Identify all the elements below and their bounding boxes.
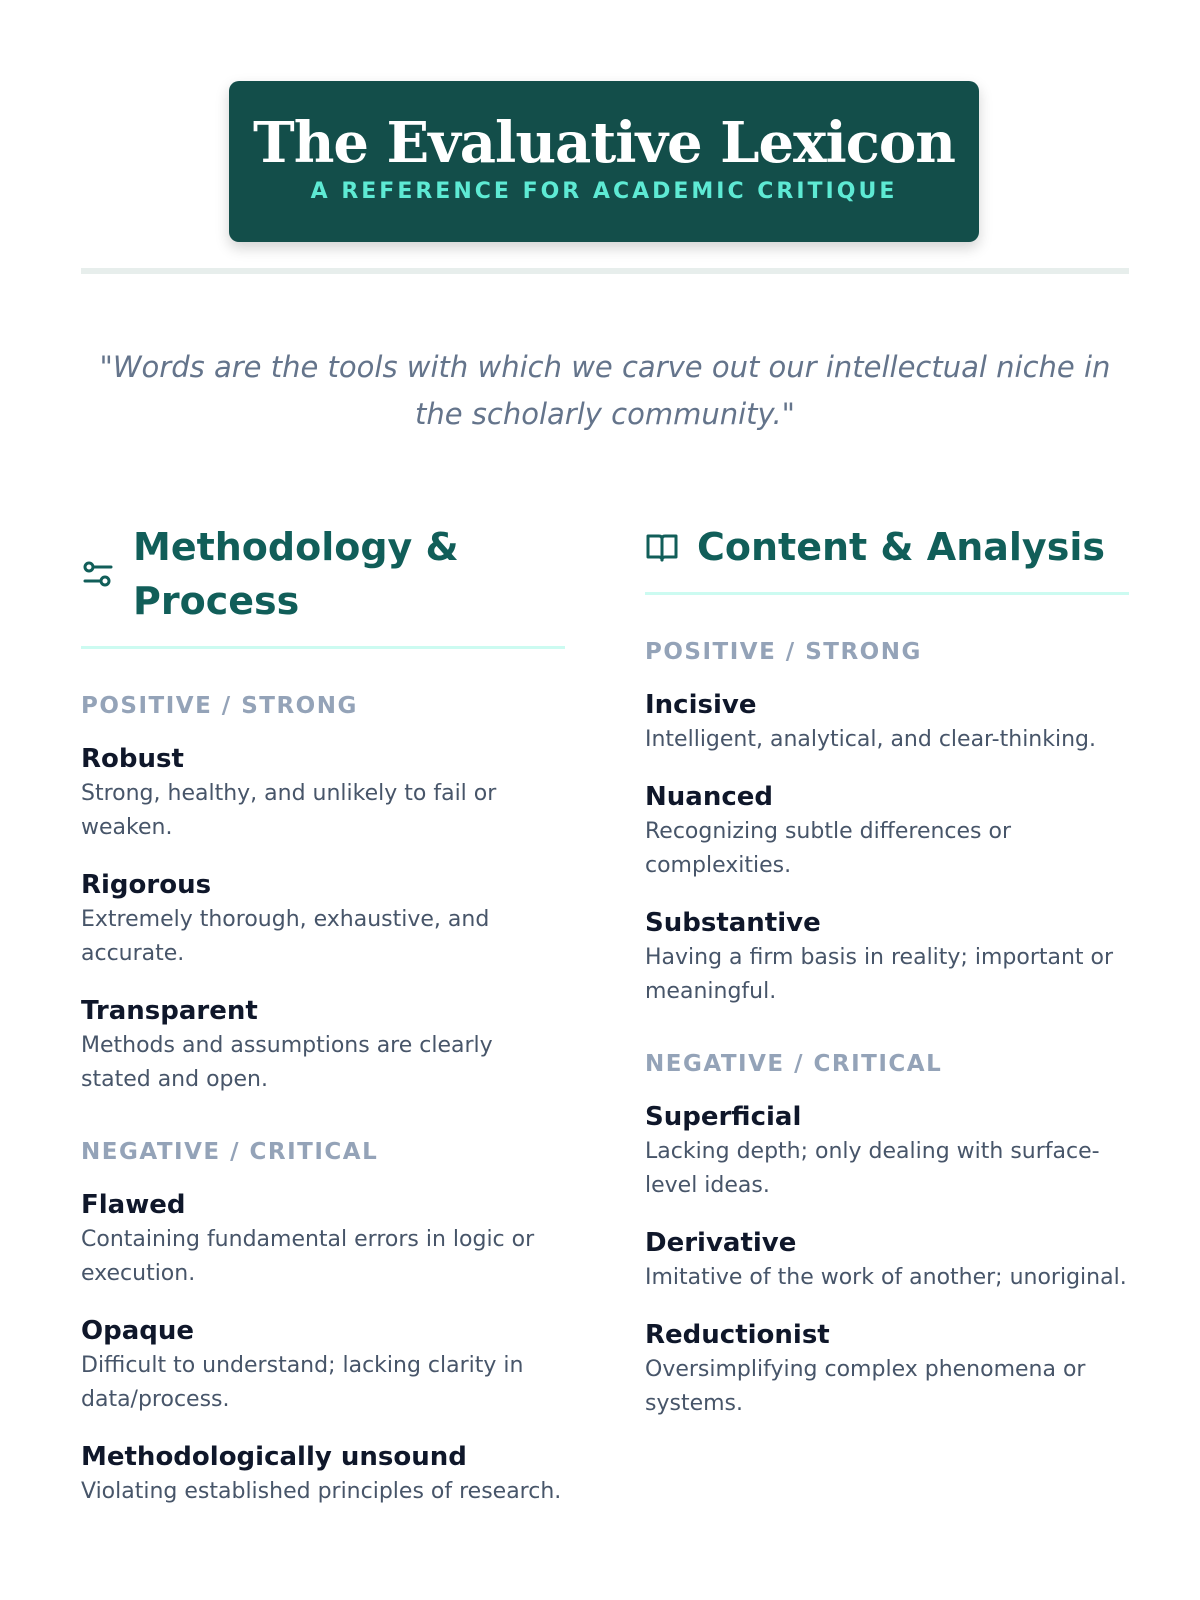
methodology-column: [81, 520, 565, 1509]
header-banner: [229, 81, 979, 242]
column-header: [81, 520, 565, 649]
group-label-negative: NEGATIVE / CRITICAL: [81, 1139, 379, 1165]
group-label-negative: NEGATIVE / CRITICAL: [645, 1051, 943, 1077]
term: Reductionist: [645, 1320, 830, 1350]
group-label-positive: POSITIVE / STRONG: [645, 639, 922, 665]
term-definition: Methods and assumptions are clearly stated and open.: [81, 1033, 493, 1092]
quote: "Words are the tools with which we carve out our intellectual niche in the scholarly community.": [99, 350, 1111, 431]
term-definition: Lacking depth; only dealing with surface-level ideas.: [645, 1139, 1100, 1198]
term: Opaque: [81, 1316, 195, 1346]
term-entry: [81, 1187, 565, 1291]
group-label-positive: POSITIVE / STRONG: [81, 693, 358, 719]
term-entry: [81, 1439, 565, 1509]
term-entry: [645, 779, 1129, 883]
term-entry: [81, 867, 565, 971]
term: Robust: [81, 744, 184, 774]
term-definition: Intelligent, analytical, and clear-thinking.: [645, 727, 1096, 752]
content-column: [645, 520, 1129, 1421]
term-entry: [645, 905, 1129, 1009]
term-definition: Imitative of the work of another; unoriginal.: [645, 1265, 1127, 1290]
term: Rigorous: [81, 870, 212, 900]
term: Substantive: [645, 908, 821, 938]
term-definition: Violating established principles of research.: [81, 1479, 562, 1504]
term-entry: [645, 1225, 1129, 1295]
term: Superficial: [645, 1102, 802, 1132]
term: Incisive: [645, 690, 757, 720]
term: Transparent: [81, 996, 258, 1026]
column-header: [645, 520, 1129, 595]
term-entry: [645, 1317, 1129, 1421]
term-entry: [645, 1099, 1129, 1203]
term-definition: Recognizing subtle differences or complexities.: [645, 819, 1012, 878]
term-definition: Oversimplifying complex phenomena or systems.: [645, 1357, 1086, 1416]
term-entry: [81, 1313, 565, 1417]
column-title: Methodology & Process: [133, 525, 459, 623]
term-definition: Containing fundamental errors in logic or execution.: [81, 1227, 535, 1286]
term-definition: Strong, healthy, and unlikely to fail or weaken.: [81, 781, 497, 840]
term-definition: Extremely thorough, exhaustive, and accurate.: [81, 907, 490, 966]
term-entry: [81, 741, 565, 845]
term-entry: [81, 993, 565, 1097]
term-definition: Having a firm basis in reality; important or meaningful.: [645, 945, 1114, 1004]
column-title: Content & Analysis: [697, 525, 1105, 569]
open-book-icon: [645, 530, 679, 564]
header-divider: [81, 268, 1129, 274]
page-title: The Evaluative Lexicon: [253, 110, 955, 176]
page-subtitle: A REFERENCE FOR ACADEMIC CRITIQUE: [310, 179, 898, 205]
term-definition: Difficult to understand; lacking clarity in data/process.: [81, 1353, 524, 1412]
term: Nuanced: [645, 782, 773, 812]
term: Methodologically unsound: [81, 1442, 467, 1472]
term: Flawed: [81, 1190, 186, 1220]
sliders-icon: [81, 557, 115, 591]
term-entry: [645, 687, 1129, 757]
term: Derivative: [645, 1228, 797, 1258]
